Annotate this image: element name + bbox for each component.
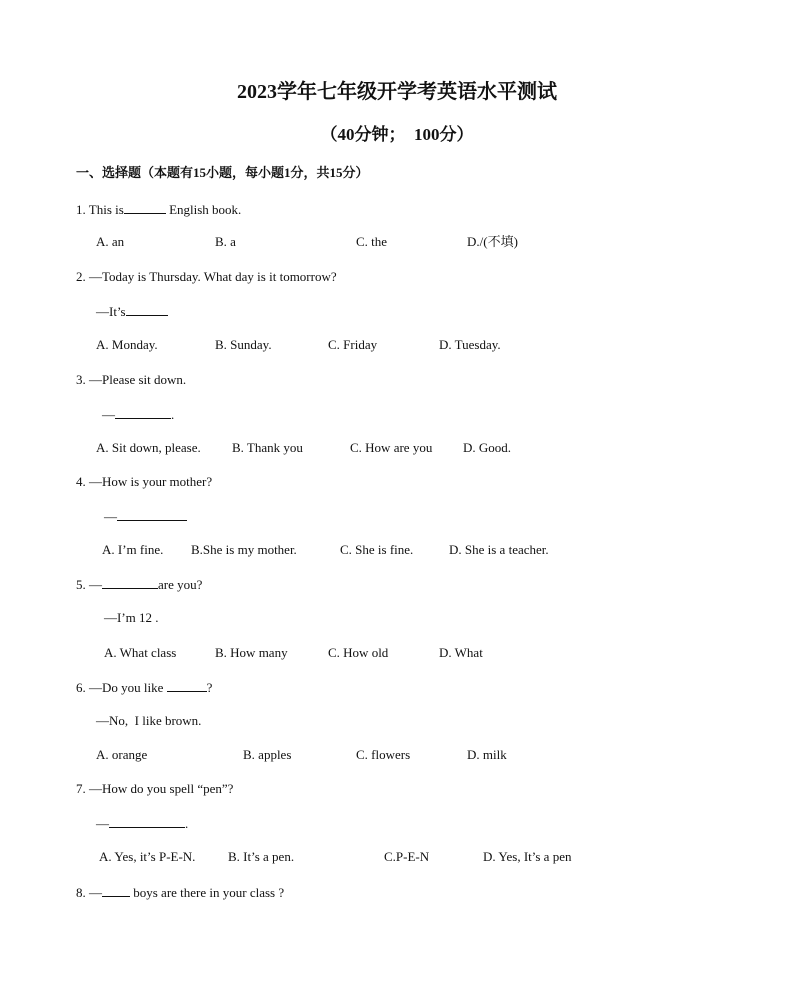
question-1-option-a[interactable]: A. an [96, 234, 125, 249]
question-5-stem: 5. — are you? [76, 577, 203, 592]
question-5-option-c[interactable]: C. How old [328, 645, 389, 660]
question-5-option-a[interactable]: A. What class [104, 645, 177, 660]
answer-blank[interactable] [167, 679, 207, 692]
question-2-option-c[interactable]: C. Friday [328, 337, 378, 352]
question-3-option-d[interactable]: D. Good. [463, 440, 512, 455]
exam-subtitle: （40分钟； 100分） [320, 125, 474, 144]
answer-blank[interactable] [124, 201, 166, 214]
question-3-stem: 3. —Please sit down. [76, 372, 187, 387]
question-1-stem: 1. This is English book. [76, 202, 242, 217]
question-2-option-b[interactable]: B. Sunday. [215, 337, 272, 352]
question-4-reply: — [104, 508, 187, 525]
question-7-option-a[interactable]: A. Yes, it’s P-E-N. [99, 849, 196, 864]
question-6-reply: —No, I like brown. [96, 713, 202, 728]
question-5-option-b[interactable]: B. How many [215, 645, 288, 660]
question-3-option-a[interactable]: A. Sit down, please. [96, 440, 201, 455]
question-6-option-b[interactable]: B. apples [243, 747, 292, 762]
exam-title: 2023学年七年级开学考英语水平测试 [237, 81, 557, 103]
question-4-option-b[interactable]: B.She is my mother. [191, 542, 297, 557]
answer-blank[interactable] [126, 303, 168, 316]
question-1-option-c[interactable]: C. the [356, 234, 388, 249]
question-5-option-d[interactable]: D. What [439, 645, 483, 660]
question-5-reply: —I’m 12 . [104, 610, 159, 625]
answer-blank[interactable] [117, 508, 187, 521]
question-3-option-b[interactable]: B. Thank you [232, 440, 303, 455]
question-2-reply: —It’s [96, 303, 168, 320]
question-3-reply: — . [102, 407, 175, 422]
question-8-stem: 8. — boys are there in your class ? [76, 885, 285, 900]
question-6-option-a[interactable]: A. orange [96, 747, 148, 762]
answer-blank[interactable] [102, 884, 130, 897]
question-6-stem: 6. —Do you like ? [76, 680, 213, 695]
question-7-option-d[interactable]: D. Yes, It’s a pen [483, 849, 572, 864]
question-7-stem: 7. —How do you spell “pen”? [76, 781, 234, 796]
question-4-option-c[interactable]: C. She is fine. [340, 542, 414, 557]
answer-blank[interactable] [102, 576, 158, 589]
question-7-reply: — . [96, 816, 189, 831]
answer-blank[interactable] [115, 406, 171, 419]
question-4-option-d[interactable]: D. She is a teacher. [449, 542, 549, 557]
question-6-option-c[interactable]: C. flowers [356, 747, 411, 762]
question-1-option-d[interactable]: D./(不填) [467, 234, 518, 249]
question-4-option-a[interactable]: A. I’m fine. [102, 542, 164, 557]
question-2-option-a[interactable]: A. Monday. [96, 337, 158, 352]
answer-blank[interactable] [109, 815, 185, 828]
question-2-option-d[interactable]: D. Tuesday. [439, 337, 501, 352]
section-heading: 一、选择题（本题有15小题，每小题1分，共15分） [76, 165, 369, 180]
question-3-option-c[interactable]: C. How are you [350, 440, 433, 455]
question-6-option-d[interactable]: D. milk [467, 747, 507, 762]
question-4-stem: 4. —How is your mother? [76, 474, 213, 489]
question-2-stem: 2. —Today is Thursday. What day is it tomorrow? [76, 269, 337, 284]
question-7-option-b[interactable]: B. It’s a pen. [228, 849, 295, 864]
question-7-option-c[interactable]: C.P-E-N [384, 849, 430, 864]
question-1-option-b[interactable]: B. a [215, 234, 236, 249]
